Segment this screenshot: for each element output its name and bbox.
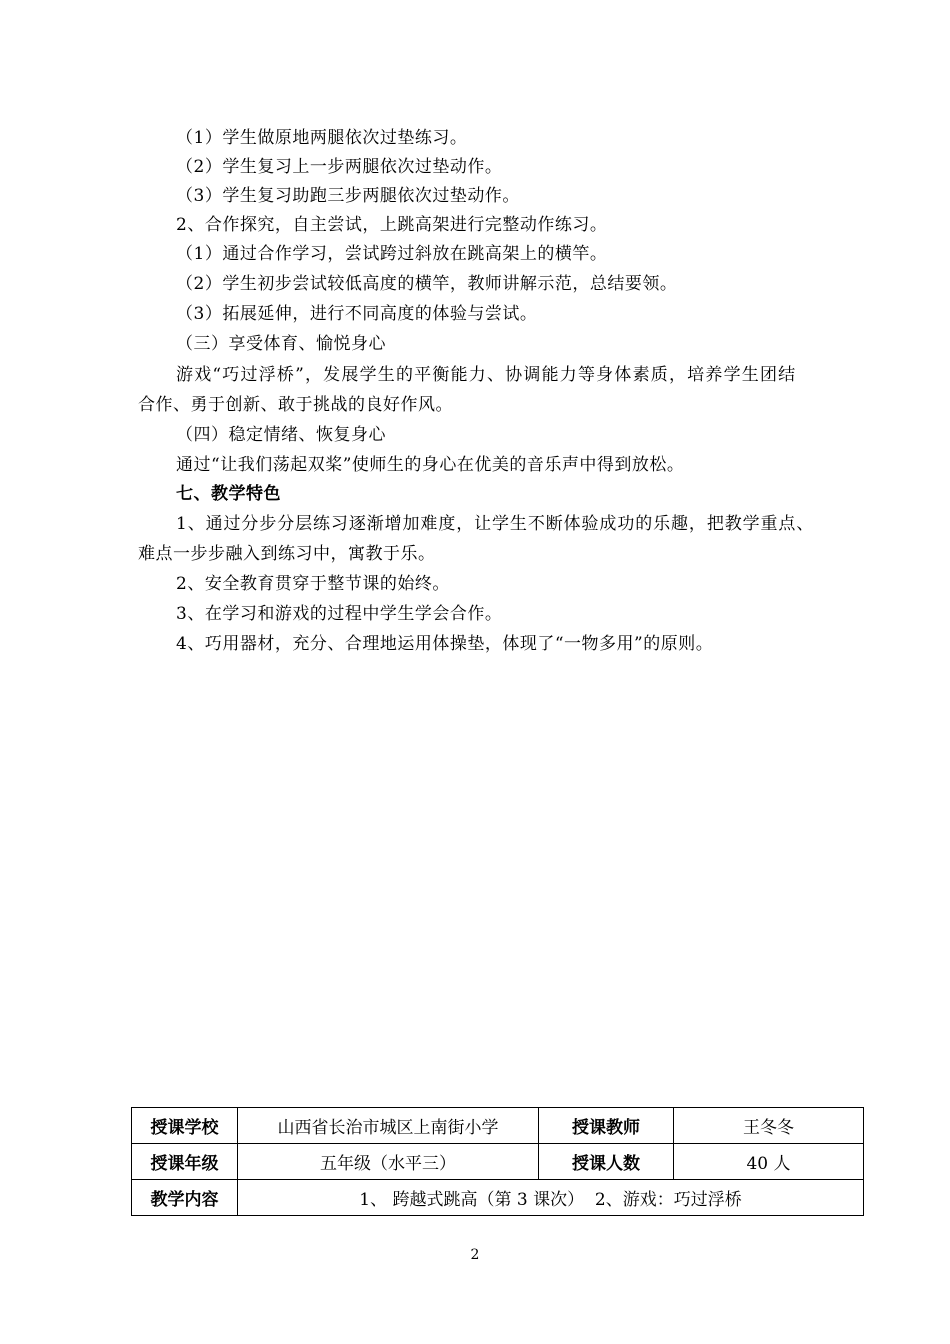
paragraph-line: 2、安全教育贯穿于整节课的始终。	[176, 574, 450, 594]
paragraph-line: 合作、勇于创新、敢于挑战的良好作风。	[138, 395, 453, 415]
paragraph-line: （3）学生复习助跑三步两腿依次过垫动作。	[176, 186, 520, 206]
paragraph-line: （1）通过合作学习，尝试跨过斜放在跳高架上的横竿。	[176, 244, 608, 264]
lesson-info-table	[131, 1107, 864, 1216]
paragraph-line: 4、巧用器材，充分、合理地运用体操垫，体现了“一物多用”的原则。	[176, 634, 714, 654]
paragraph-line: 2、合作探究，自主尝试，上跳高架进行完整动作练习。	[176, 215, 608, 235]
table-row	[132, 1108, 864, 1144]
teacher-value: 王冬冬	[674, 1108, 864, 1144]
paragraph-line: （2）学生复习上一步两腿依次过垫动作。	[176, 157, 503, 177]
table-row	[132, 1180, 864, 1216]
table-row	[132, 1144, 864, 1180]
chapter-heading: 七、教学特色	[176, 484, 281, 504]
grade-value: 五年级（水平三）	[238, 1144, 539, 1180]
paragraph-line: （1）学生做原地两腿依次过垫练习。	[176, 128, 468, 148]
content-value: 1、 跨越式跳高（第 3 课次） 2、游戏：巧过浮桥	[238, 1180, 864, 1216]
student-count-value: 40 人	[674, 1144, 864, 1180]
paragraph-line: 难点一步步融入到练习中，寓教于乐。	[138, 544, 436, 564]
page-number: 2	[470, 1247, 480, 1263]
school-value: 山西省长治市城区上南街小学	[238, 1108, 539, 1144]
teacher-label: 授课教师	[539, 1108, 674, 1144]
paragraph-line: 通过“让我们荡起双桨”使师生的身心在优美的音乐声中得到放松。	[176, 455, 685, 475]
paragraph-line: 3、在学习和游戏的过程中学生学会合作。	[176, 604, 503, 624]
student-count-label: 授课人数	[539, 1144, 674, 1180]
grade-label: 授课年级	[132, 1144, 238, 1180]
section-heading: （四）稳定情绪、恢复身心	[176, 425, 386, 445]
section-heading: （三）享受体育、愉悦身心	[176, 334, 386, 354]
paragraph-line: 1、通过分步分层练习逐渐增加难度，让学生不断体验成功的乐趣，把教学重点、	[176, 514, 815, 534]
paragraph-line: （3）拓展延伸，进行不同高度的体验与尝试。	[176, 304, 538, 324]
paragraph-line: 游戏“巧过浮桥”，发展学生的平衡能力、协调能力等身体素质，培养学生团结	[176, 365, 797, 385]
paragraph-line: （2）学生初步尝试较低高度的横竿，教师讲解示范，总结要领。	[176, 274, 678, 294]
school-label: 授课学校	[132, 1108, 238, 1144]
content-label: 教学内容	[132, 1180, 238, 1216]
